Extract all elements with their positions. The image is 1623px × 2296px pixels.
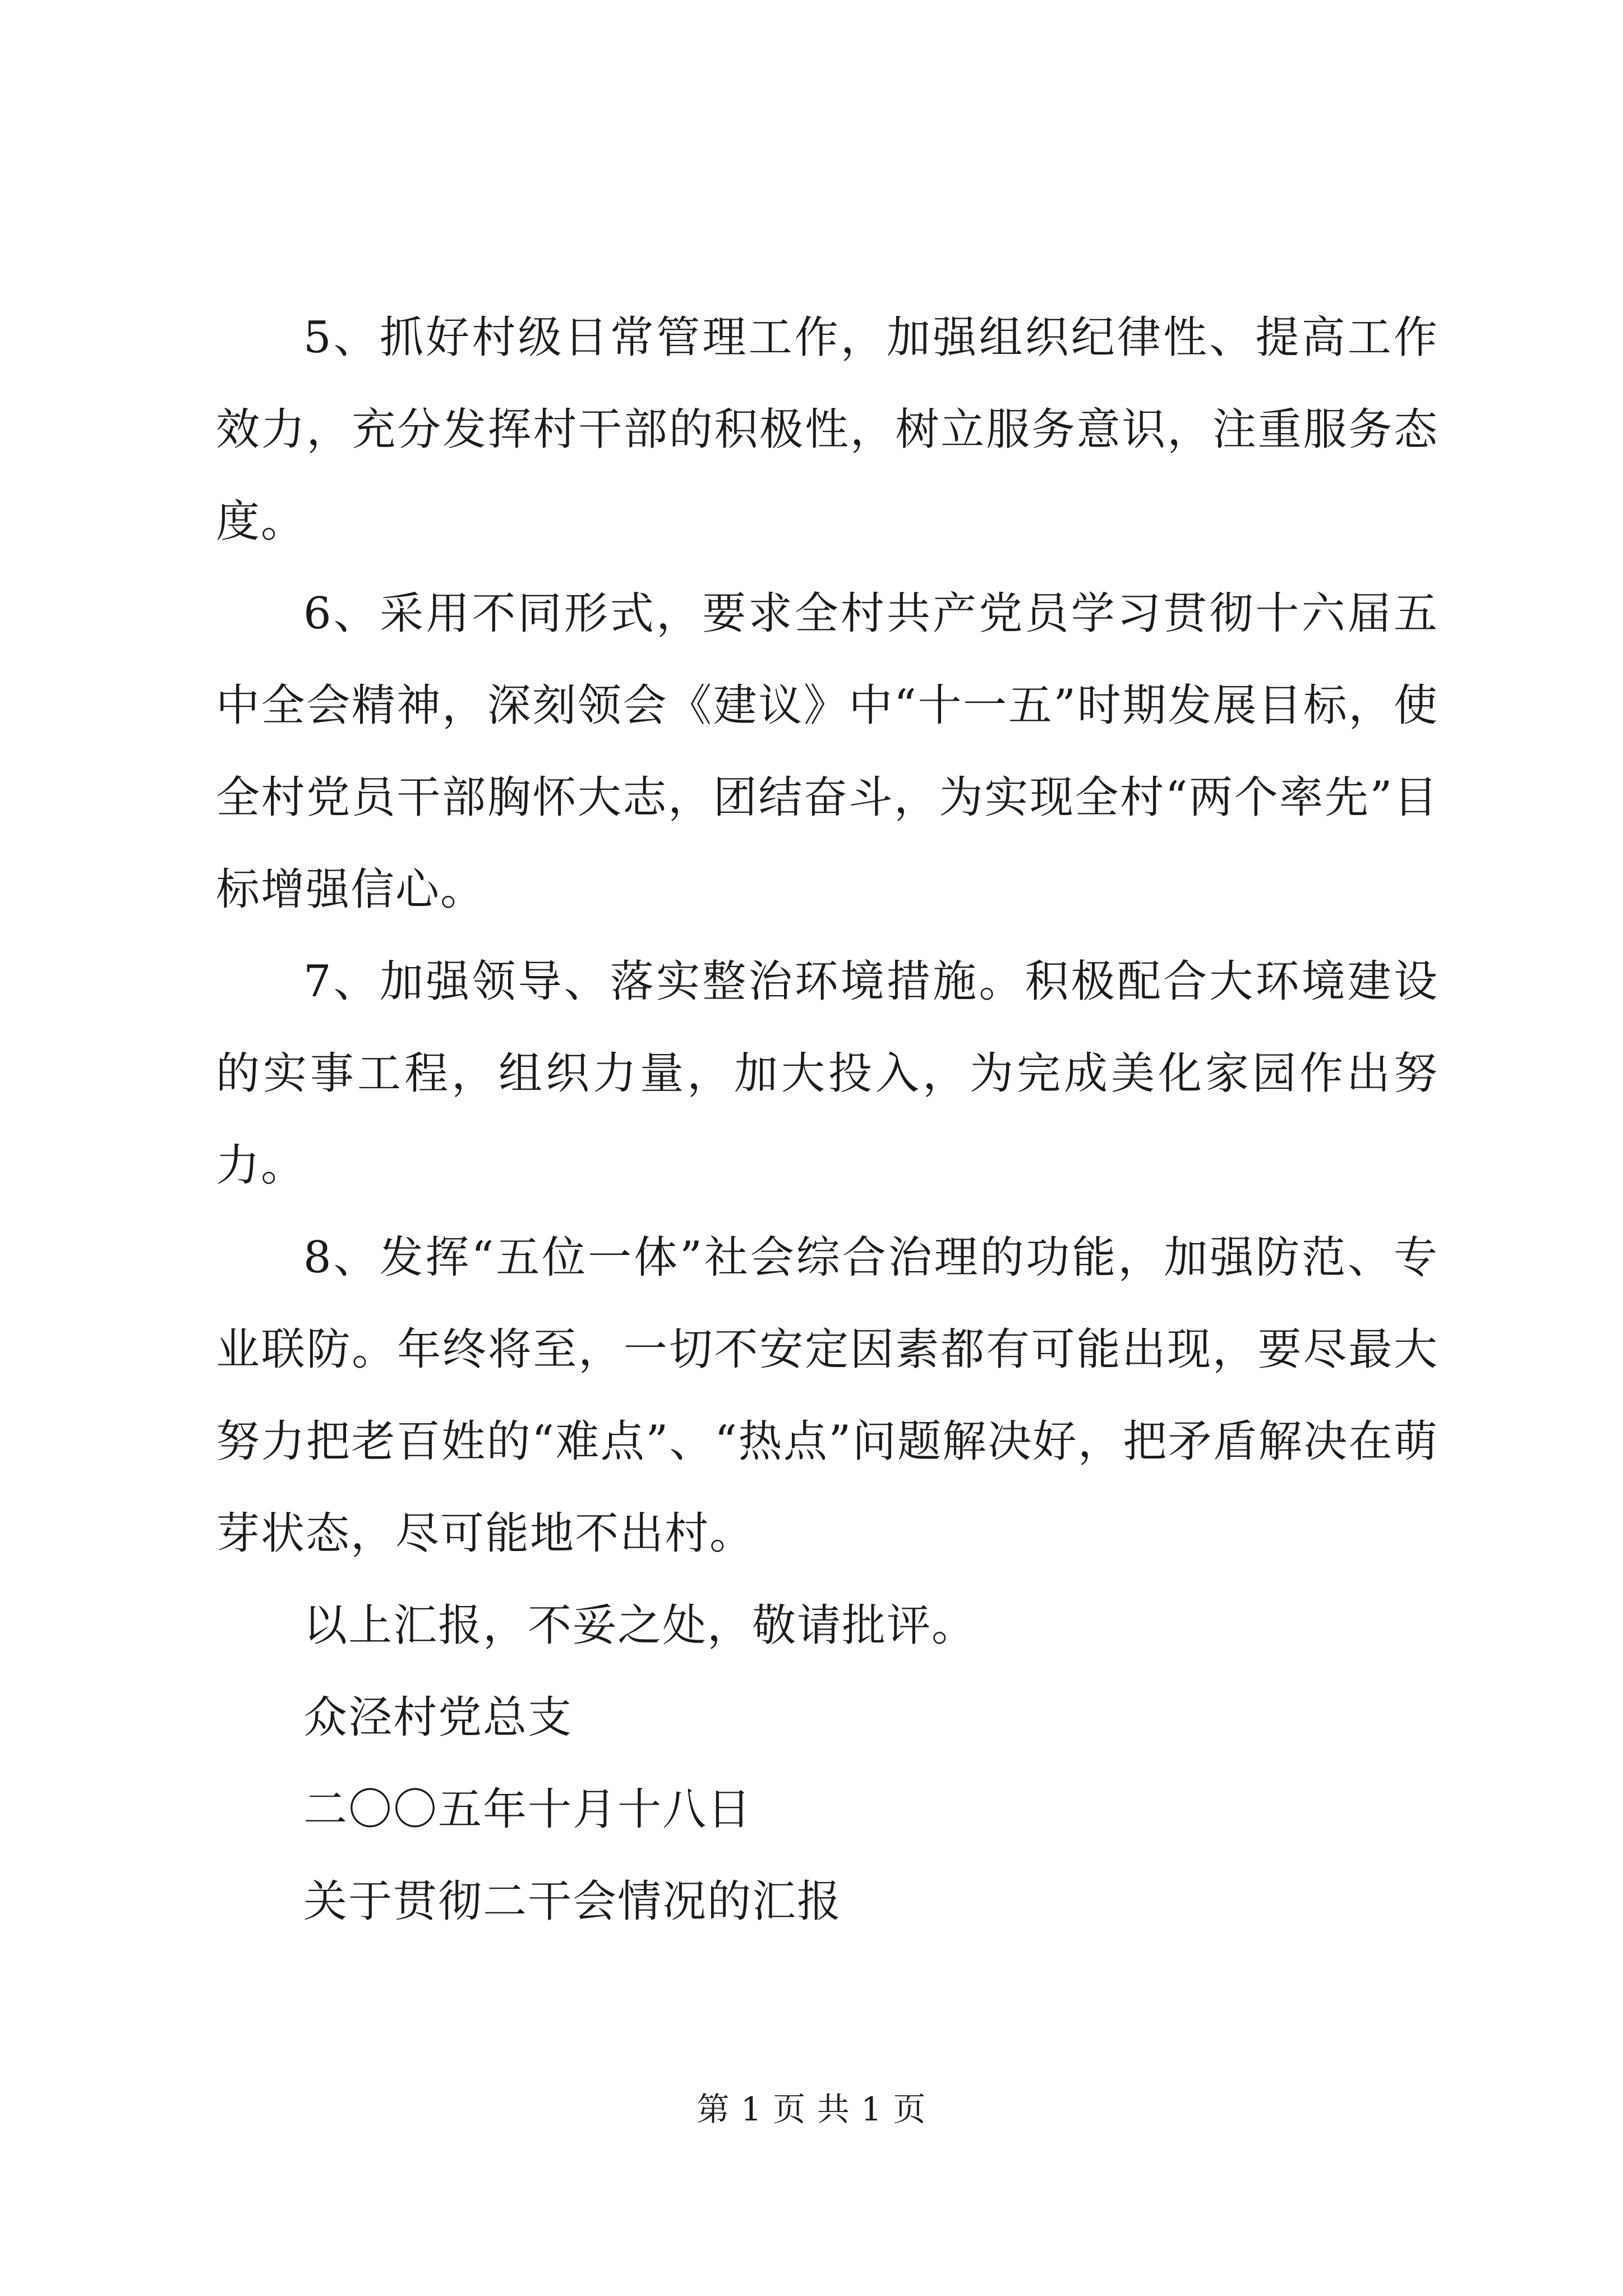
document-date: 二〇〇五年十月十八日 (303, 1784, 753, 1835)
next-document-title: 关于贯彻二干会情况的汇报 (303, 1876, 842, 1927)
document-body (216, 292, 1438, 1948)
paragraph-item-7: 7、加强领导、落实整治环境措施。积极配合大环境建设的实事工程，组织力量，加大投入，为完成美化家园作出努力。 (216, 956, 1438, 1191)
paragraph-item-5: 5、抓好村级日常管理工作，加强组织纪律性、提高工作效力，充分发挥村干部的积极性，树立服务意识，注重服务态度。 (216, 312, 1438, 547)
page-number-footer: 第 1 页 共 1 页 (697, 2090, 926, 2128)
paragraph-item-6: 6、采用不同形式，要求全村共产党员学习贯彻十六届五中全会精神，深刻领会《建议》中“十一五”时期发展目标，使全村党员干部胸怀大志，团结奋斗，为实现全村“两个率先”目标增强信心。 (216, 588, 1438, 915)
signature: 众泾村党总支 (303, 1692, 573, 1743)
paragraph-item-8: 8、发挥“五位一体”社会综合治理的功能，加强防范、专业联防。年终将至，一切不安定因素都有可能出现，要尽最大努力把老百姓的“难点”、“热点”问题解决好，把矛盾解决在萌芽状态，尽可能地不出村。 (216, 1232, 1438, 1559)
closing-remark: 以上汇报，不妥之处，敬请批评。 (303, 1600, 977, 1651)
